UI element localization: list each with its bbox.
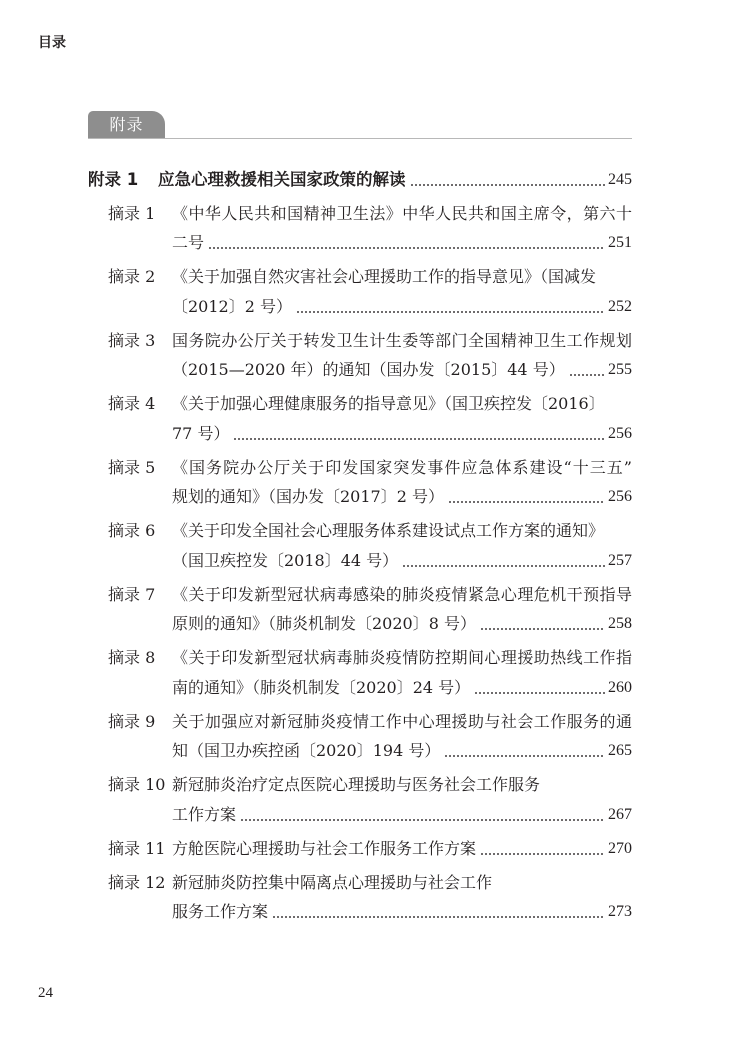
toc-entry-title-line: 《国务院办公厅关于印发国家突发事件应急体系建设“十三五” — [172, 457, 632, 477]
toc-main-entry-leader-row — [158, 165, 632, 195]
toc-entry-label: 摘录 8 — [108, 648, 156, 667]
dot-leader — [480, 834, 605, 864]
toc-main-entry-page-number: 245 — [608, 171, 632, 188]
dot-leader — [208, 228, 605, 258]
toc-main-entry — [0, 165, 730, 195]
toc-entry-excerpt-10 — [0, 770, 730, 829]
toc-entry-title-line: 规划的通知》（国办发〔2017〕2 号） — [172, 487, 444, 506]
toc-entry-title-line: 《关于加强自然灾害社会心理援助工作的指导意见》（国减发 — [172, 267, 597, 286]
toc-entry-title — [172, 389, 632, 448]
dot-leader — [480, 609, 605, 639]
toc-entry-page-number: 273 — [608, 903, 632, 920]
toc-entry-excerpt-1 — [0, 199, 730, 258]
toc-entry-title-line: 国务院办公厅关于转发卫生计生委等部门全国精神卫生工作规划 — [172, 330, 632, 350]
dot-leader — [569, 355, 605, 385]
toc-entry-title-line: 新冠肺炎防控集中隔离点心理援助与社会工作 — [172, 872, 493, 892]
toc-entry-title — [172, 770, 632, 829]
toc-entry-label: 摘录 4 — [108, 394, 156, 413]
dot-leader — [240, 800, 605, 830]
toc-entry-excerpt-4 — [0, 389, 730, 448]
toc-entry-page-number: 256 — [608, 488, 632, 505]
toc-entry-page-number: 270 — [608, 839, 632, 857]
toc-entry-label: 摘录 10 — [108, 775, 166, 794]
toc-entry-excerpt-11 — [0, 834, 730, 864]
dot-leader — [410, 165, 606, 195]
toc-entry-title — [172, 453, 632, 512]
toc-entry-title — [172, 516, 632, 575]
toc-entry-label: 摘录 2 — [108, 267, 156, 286]
toc-entry-title — [172, 834, 632, 864]
toc-entry-label: 摘录 1 — [108, 203, 156, 223]
toc-entry-title-line: 新冠肺炎治疗定点医院心理援助与医务社会工作服务 — [172, 775, 541, 794]
page-number: 24 — [38, 985, 53, 1001]
toc-entry-title-line: 《关于加强心理健康服务的指导意见》（国卫疾控发〔2016〕 — [172, 394, 605, 413]
toc-entry-title-line: 《关于印发全国社会心理服务体系建设试点工作方案的通知》 — [172, 521, 605, 540]
table-of-contents — [0, 165, 730, 931]
toc-entry-excerpt-9 — [0, 707, 730, 766]
appendix-tab: 附录 — [88, 111, 165, 138]
toc-entry-page-number: 265 — [608, 742, 632, 759]
toc-entry-title-line: 服务工作方案 — [172, 902, 269, 921]
toc-entry-leader-row — [172, 292, 632, 322]
toc-entry-title-line: 《中华人民共和国精神卫生法》中华人民共和国主席令，第六十 — [172, 203, 632, 223]
toc-entry-leader-row — [172, 800, 632, 830]
toc-entry-leader-row — [172, 834, 632, 864]
dot-leader — [448, 482, 605, 512]
toc-entry-excerpt-3 — [0, 326, 730, 385]
toc-entry-excerpt-7 — [0, 580, 730, 639]
dot-leader — [272, 897, 605, 927]
toc-entry-excerpt-2 — [0, 262, 730, 321]
toc-entry-label: 摘录 12 — [108, 872, 166, 892]
toc-entry-leader-row — [172, 482, 632, 512]
toc-entry-page-number: 257 — [608, 551, 632, 569]
toc-entry-page-number: 258 — [608, 615, 632, 632]
toc-entry-title — [172, 326, 632, 385]
toc-entry-leader-row — [172, 897, 632, 927]
toc-entry-page-number: 252 — [608, 297, 632, 315]
toc-entry-excerpt-12 — [0, 868, 730, 927]
toc-entry-title-line: 〔2012〕2 号） — [172, 296, 292, 316]
toc-entry-excerpt-5 — [0, 453, 730, 512]
toc-entry-title-line: 原则的通知》（肺炎机制发〔2020〕8 号） — [172, 614, 476, 633]
toc-entry-leader-row — [172, 419, 632, 449]
toc-entry-page-number: 267 — [608, 805, 632, 823]
toc-entry-label: 摘录 6 — [108, 521, 156, 540]
toc-entry-title-line: 《关于印发新型冠状病毒肺炎疫情防控期间心理援助热线工作指 — [172, 648, 632, 667]
appendix-section-header — [88, 111, 632, 139]
toc-entry-title — [172, 868, 632, 927]
toc-entry-title — [172, 643, 632, 702]
dot-leader — [474, 673, 605, 703]
toc-entry-title-line: 77 号） — [172, 423, 230, 443]
toc-main-entry-label: 附录 1 — [88, 170, 139, 189]
dot-leader — [402, 546, 605, 576]
toc-entry-label: 摘录 3 — [108, 330, 156, 350]
toc-main-entry-title: 应急心理救援相关国家政策的解读 — [158, 170, 406, 189]
toc-entry-excerpt-8 — [0, 643, 730, 702]
dot-leader — [233, 419, 605, 449]
toc-entry-title-line: 工作方案 — [172, 804, 237, 824]
toc-entry-page-number: 256 — [608, 424, 632, 442]
toc-entry-title — [172, 707, 632, 766]
toc-entry-leader-row — [172, 673, 632, 703]
dot-leader — [444, 736, 605, 766]
dot-leader — [296, 292, 605, 322]
toc-entry-page-number: 255 — [608, 361, 632, 378]
toc-entry-title-line: 南的通知》（肺炎机制发〔2020〕24 号） — [172, 677, 471, 697]
toc-entry-title-line: 二号 — [172, 233, 205, 252]
toc-entry-label: 摘录 7 — [108, 584, 156, 604]
toc-entry-title-line: 方舱医院心理援助与社会工作服务工作方案 — [172, 838, 477, 858]
toc-entry-title — [172, 262, 632, 321]
toc-entry-title-line: （2015—2020 年）的通知（国办发〔2015〕44 号） — [172, 360, 565, 379]
toc-entry-excerpt-6 — [0, 516, 730, 575]
toc-entry-page-number: 260 — [608, 678, 632, 696]
toc-entry-leader-row — [172, 546, 632, 576]
toc-entry-label: 摘录 11 — [108, 838, 166, 858]
toc-entry-leader-row — [172, 609, 632, 639]
toc-entry-title — [172, 199, 632, 258]
toc-entry-title-line: 关于加强应对新冠肺炎疫情工作中心理援助与社会工作服务的通 — [172, 711, 632, 731]
toc-entry-title — [172, 580, 632, 639]
toc-entry-leader-row — [172, 228, 632, 258]
toc-entry-leader-row — [172, 355, 632, 385]
toc-entry-page-number: 251 — [608, 234, 632, 251]
toc-entry-label: 摘录 9 — [108, 711, 156, 731]
running-head: 目录 — [38, 35, 66, 51]
toc-entry-leader-row — [172, 736, 632, 766]
toc-entry-title-line: 知（国卫办疾控函〔2020〕194 号） — [172, 741, 441, 760]
toc-entry-title-line: （国卫疾控发〔2018〕44 号） — [172, 550, 399, 570]
toc-entry-label: 摘录 5 — [108, 457, 156, 477]
toc-entry-title-line: 《关于印发新型冠状病毒感染的肺炎疫情紧急心理危机干预指导 — [172, 584, 632, 604]
